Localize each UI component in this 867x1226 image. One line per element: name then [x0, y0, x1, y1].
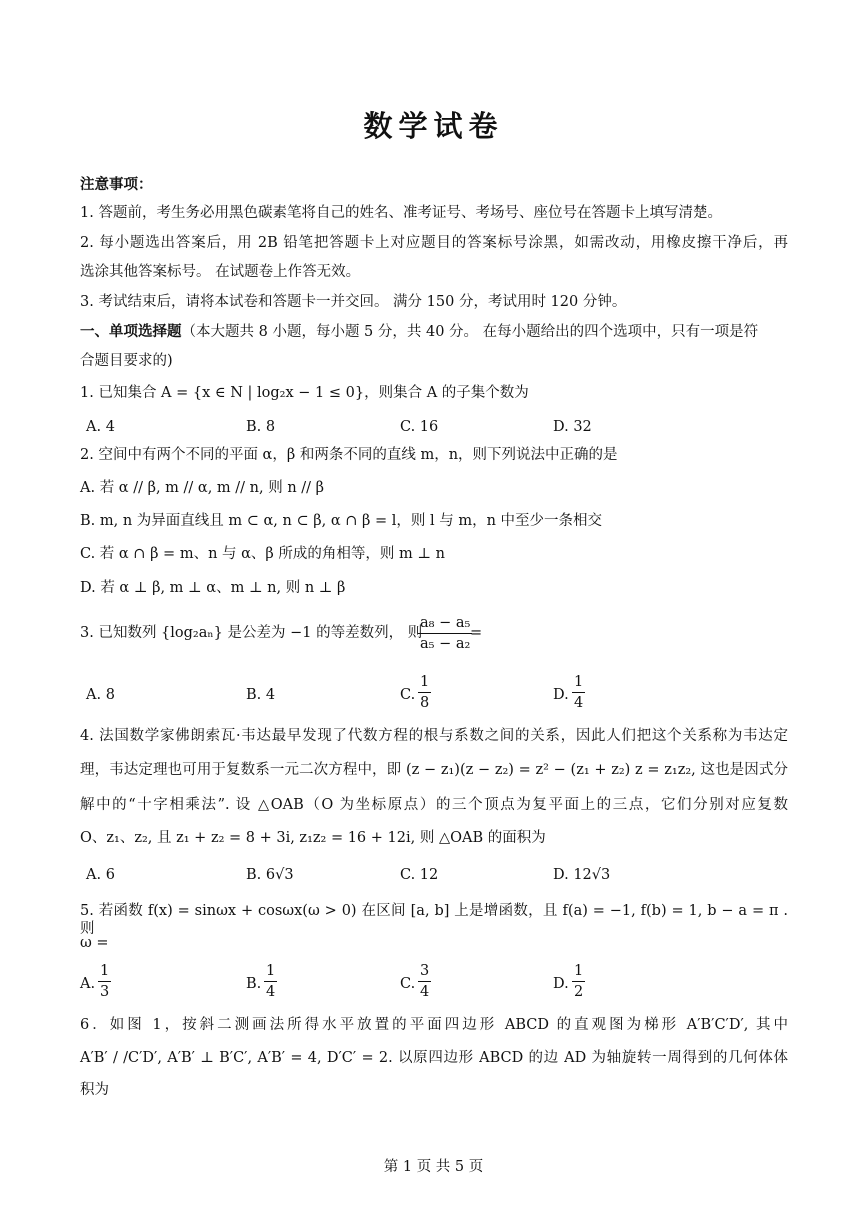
question-3-option-d-numerator: 1 — [572, 673, 585, 693]
question-3-option-d-label: D. — [553, 687, 569, 703]
question-3-option-c-fraction — [418, 673, 431, 712]
question-3-stem: 3. 已知数列 {log₂aₙ} 是公差为 −1 的等差数列， 则 — [80, 625, 423, 641]
question-4-option-c: C. 12 — [400, 867, 439, 883]
question-3-option-c-label: C. — [400, 687, 416, 703]
question-4-option-d: D. 12√3 — [553, 867, 611, 883]
question-4-line-3: 解中的“十字相乘法”. 设 △OAB（O 为坐标原点）的三个顶点为复平面上的三点，它们分别对应复数 — [80, 797, 788, 813]
question-5-option-a-denominator: 3 — [100, 984, 110, 1000]
notice-item-2-line-2: 选涂其他答案标号。 在试题卷上作答无效。 — [80, 264, 361, 280]
question-2-option-d: D. 若 α ⊥ β, m ⊥ α、m ⊥ n, 则 n ⊥ β — [80, 580, 346, 596]
question-5-option-b-numerator: 1 — [264, 962, 277, 982]
question-3-option-a: A. 8 — [86, 687, 115, 703]
question-4-option-b: B. 6√3 — [246, 867, 294, 883]
question-5-line-2: ω = — [80, 935, 109, 951]
question-5-option-d-denominator: 2 — [574, 984, 584, 1000]
question-5-option-d-numerator: 1 — [572, 962, 585, 982]
question-5-option-a-label: A. — [80, 976, 96, 992]
question-5-option-c-denominator: 4 — [420, 984, 430, 1000]
question-1-option-c: C. 16 — [400, 419, 439, 435]
section-1-description-line-1 — [80, 323, 788, 341]
question-5-option-b-label: B. — [246, 976, 262, 992]
question-2-stem: 2. 空间中有两个不同的平面 α，β 和两条不同的直线 m，n，则下列说法中正确的是 — [80, 447, 618, 463]
question-4-line-1: 4. 法国数学家佛朗索瓦·韦达最早发现了代数方程的根与系数之间的关系，因此人们把这个关系称为韦达定 — [80, 728, 788, 744]
page-footer: 第 1 页 共 5 页 — [383, 1159, 484, 1175]
notice-item-1: 1. 答题前，考生务必用黑色碳素笔将自己的姓名、准考证号、考场号、座位号在答题卡上填写清楚。 — [80, 205, 722, 221]
question-6-line-3: 积为 — [80, 1082, 109, 1098]
section-1-desc: （本大题共 8 小题，每小题 5 分，共 40 分。 在每小题给出的四个选项中，只有一项是符 — [181, 324, 759, 340]
notice-item-2-line-1: 2. 每小题选出答案后，用 2B 铅笔把答题卡上对应题目的答案标号涂黑，如需改动，用橡皮擦干净后，再 — [80, 235, 788, 251]
question-5-option-c-numerator: 3 — [418, 962, 431, 982]
question-5-option-b-denominator: 4 — [266, 984, 276, 1000]
question-3-fraction — [418, 614, 472, 653]
section-1-label: 一、单项选择题 — [80, 323, 182, 340]
question-3-fraction-numerator: a₈ − a₅ — [418, 614, 472, 634]
question-2-option-c: C. 若 α ∩ β = m、n 与 α、β 所成的角相等，则 m ⊥ n — [80, 546, 445, 562]
question-4-option-a: A. 6 — [86, 867, 115, 883]
notice-item-3: 3. 考试结束后，请将本试卷和答题卡一并交回。 满分 150 分，考试用时 120 分钟。 — [80, 294, 627, 310]
question-3-option-c-numerator: 1 — [418, 673, 431, 693]
question-5-option-a-numerator: 1 — [98, 962, 111, 982]
page-title: 数学试卷 — [363, 109, 504, 143]
question-5-option-a-fraction — [98, 962, 111, 1001]
question-1-option-a: A. 4 — [86, 419, 115, 435]
question-5-option-c-label: C. — [400, 976, 416, 992]
notice-heading: 注意事项： — [80, 176, 153, 193]
question-3-option-d-denominator: 4 — [574, 695, 584, 711]
question-3-option-d-fraction — [572, 673, 585, 712]
question-1-option-b: B. 8 — [246, 419, 276, 435]
question-5-option-d-label: D. — [553, 976, 569, 992]
question-2-option-b: B. m, n 为异面直线且 m ⊂ α, n ⊂ β, α ∩ β = l，则 l 与 m，n 中至少一条相交 — [80, 513, 603, 529]
question-1-option-d: D. 32 — [553, 419, 592, 435]
question-3-option-b: B. 4 — [246, 687, 276, 703]
question-5-option-c-fraction — [418, 962, 431, 1001]
question-3-equals: = — [470, 625, 483, 641]
question-4-line-2: 理，韦达定理也可用于复数系一元二次方程中，即 (z − z₁)(z − z₂) = z² − (z₁ + z₂) z = z₁z₂, 这也是因式分 — [80, 762, 788, 778]
question-5-option-b-fraction — [264, 962, 277, 1001]
question-2-option-a: A. 若 α // β, m // α, m // n, 则 n // β — [80, 480, 325, 496]
question-6-line-2: A′B′ / /C′D′, A′B′ ⊥ B′C′, A′B′ = 4, D′C′ = 2. 以原四边形 ABCD 的边 AD 为轴旋转一周得到的几何体体 — [80, 1050, 788, 1066]
question-5-line-1: 5. 若函数 f(x) = sinωx + cosωx(ω > 0) 在区间 [a, b] 上是增函数，且 f(a) = −1, f(b) = 1, b − a = π . 则 — [80, 903, 788, 937]
question-5-option-d-fraction — [572, 962, 585, 1001]
question-3-fraction-denominator: a₅ − a₂ — [420, 636, 471, 652]
question-3-option-c-denominator: 8 — [420, 695, 430, 711]
section-1-description-line-2: 合题目要求的) — [80, 353, 173, 369]
question-1-stem: 1. 已知集合 A = {x ∈ N | log₂x − 1 ≤ 0}，则集合 A 的子集个数为 — [80, 385, 529, 401]
question-6-line-1: 6．如图 1，按斜二测画法所得水平放置的平面四边形 ABCD 的直观图为梯形 A′B′C′D′, 其中 — [80, 1017, 788, 1033]
question-4-line-4: O、z₁、z₂, 且 z₁ + z₂ = 8 + 3i, z₁z₂ = 16 + 12i, 则 △OAB 的面积为 — [80, 830, 546, 846]
